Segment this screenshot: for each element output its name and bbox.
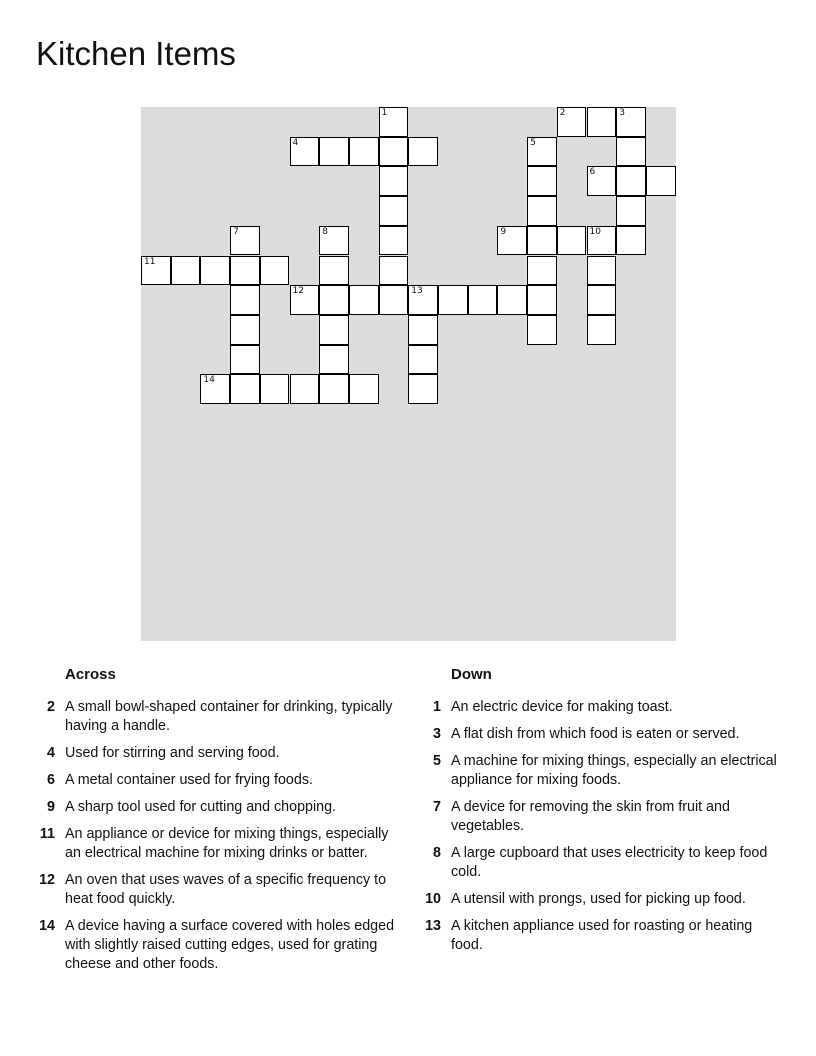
grid-cell[interactable] bbox=[527, 166, 557, 196]
down-clue bbox=[433, 725, 781, 744]
grid-cell[interactable] bbox=[319, 315, 349, 345]
grid-cell[interactable] bbox=[616, 107, 646, 137]
clue-number: 2 bbox=[47, 699, 55, 715]
cell-number: 9 bbox=[500, 226, 507, 237]
grid-cell[interactable] bbox=[646, 166, 676, 196]
grid-cell[interactable] bbox=[349, 285, 379, 315]
grid-cell[interactable] bbox=[319, 345, 349, 375]
grid-cell[interactable] bbox=[230, 285, 260, 315]
clue-number: 14 bbox=[39, 918, 55, 934]
across-clue-list bbox=[39, 698, 395, 974]
clue-number: 11 bbox=[39, 826, 55, 842]
clue-number: 13 bbox=[425, 918, 441, 934]
grid-cell[interactable] bbox=[616, 226, 646, 256]
grid-cell[interactable] bbox=[200, 256, 230, 286]
grid-cell[interactable] bbox=[468, 285, 498, 315]
across-clue bbox=[47, 698, 395, 736]
grid-cell[interactable] bbox=[527, 137, 557, 167]
grid-cell[interactable] bbox=[230, 374, 260, 404]
grid-cell[interactable] bbox=[408, 345, 438, 375]
grid-cell[interactable] bbox=[527, 196, 557, 226]
across-clues bbox=[39, 664, 395, 982]
cell-number: 4 bbox=[292, 137, 299, 148]
grid-cell[interactable] bbox=[497, 285, 527, 315]
grid-cell[interactable] bbox=[527, 226, 557, 256]
grid-cell[interactable] bbox=[379, 137, 409, 167]
across-clue bbox=[39, 871, 395, 909]
clue-number: 10 bbox=[425, 891, 441, 907]
grid-cell[interactable] bbox=[587, 315, 617, 345]
grid-cell[interactable] bbox=[587, 256, 617, 286]
grid-cell[interactable] bbox=[141, 256, 171, 286]
grid-cell[interactable] bbox=[587, 166, 617, 196]
clue-number: 5 bbox=[433, 753, 441, 769]
across-clue bbox=[47, 744, 395, 763]
down-clue bbox=[425, 890, 781, 909]
clue-text: A small bowl-shaped container for drinking, typically having a handle. bbox=[65, 699, 393, 734]
clue-text: A device for removing the skin from fruit and vegetables. bbox=[451, 799, 730, 834]
across-clue bbox=[39, 825, 395, 863]
grid-cell[interactable] bbox=[230, 256, 260, 286]
cell-number: 10 bbox=[589, 226, 601, 237]
grid-cell[interactable] bbox=[408, 285, 438, 315]
clue-text: A utensil with prongs, used for picking up food. bbox=[451, 891, 746, 907]
grid-cell[interactable] bbox=[230, 226, 260, 256]
down-clue bbox=[425, 917, 781, 955]
grid-cell[interactable] bbox=[349, 137, 379, 167]
grid-cell[interactable] bbox=[290, 137, 320, 167]
clue-text: An oven that uses waves of a specific frequency to heat food quickly. bbox=[65, 872, 387, 907]
cell-number: 5 bbox=[530, 137, 536, 148]
grid-cell[interactable] bbox=[290, 285, 320, 315]
grid-cell[interactable] bbox=[230, 315, 260, 345]
clue-text: An appliance or device for mixing things, especially an electrical machine for mixing drinks or batter. bbox=[65, 826, 389, 861]
across-heading: Across bbox=[65, 666, 116, 683]
clue-number: 6 bbox=[47, 772, 55, 788]
grid-cell[interactable] bbox=[319, 137, 349, 167]
down-clue bbox=[433, 698, 781, 717]
cell-number: 1 bbox=[381, 108, 388, 118]
grid-cell[interactable] bbox=[527, 315, 557, 345]
across-clue bbox=[47, 771, 395, 790]
clue-number: 3 bbox=[433, 726, 441, 742]
grid-cell[interactable] bbox=[408, 315, 438, 345]
clue-number: 1 bbox=[433, 699, 441, 715]
clue-number: 8 bbox=[433, 845, 441, 861]
across-clue bbox=[39, 917, 395, 974]
grid-cell[interactable] bbox=[260, 256, 290, 286]
down-clue bbox=[433, 752, 781, 790]
clue-text: A sharp tool used for cutting and chopping. bbox=[65, 799, 337, 815]
clue-text: A machine for mixing things, especially an electrical appliance for mixing foods. bbox=[451, 753, 777, 788]
grid-cell[interactable] bbox=[290, 374, 320, 404]
grid-cell[interactable] bbox=[230, 345, 260, 375]
page-title: Kitchen Items bbox=[36, 35, 236, 72]
crossword-grid bbox=[141, 107, 676, 641]
cell-number: 13 bbox=[411, 286, 423, 297]
clue-number: 9 bbox=[47, 799, 55, 815]
grid-cell[interactable] bbox=[408, 137, 438, 167]
down-clue bbox=[433, 798, 781, 836]
grid-cell[interactable] bbox=[587, 285, 617, 315]
grid-cell[interactable] bbox=[379, 166, 409, 196]
cell-number: 2 bbox=[559, 108, 566, 118]
grid-cell[interactable] bbox=[319, 374, 349, 404]
down-heading: Down bbox=[451, 666, 492, 683]
grid-cell[interactable] bbox=[379, 196, 409, 226]
clue-text: A device having a surface covered with holes edged with slightly raised cutting edges, used for grating cheese and other foods. bbox=[65, 918, 395, 972]
cell-number: 11 bbox=[144, 256, 156, 267]
grid-cell[interactable] bbox=[616, 166, 646, 196]
grid-cell[interactable] bbox=[379, 256, 409, 286]
grid-cell[interactable] bbox=[408, 374, 438, 404]
grid-cell[interactable] bbox=[438, 285, 468, 315]
grid-cell[interactable] bbox=[557, 107, 587, 137]
grid-cell[interactable] bbox=[319, 226, 349, 256]
cell-number: 12 bbox=[292, 286, 304, 297]
grid-cell[interactable] bbox=[379, 226, 409, 256]
clue-text: A flat dish from which food is eaten or served. bbox=[451, 726, 740, 742]
cell-number: 8 bbox=[322, 226, 328, 237]
down-clue-list bbox=[425, 698, 781, 955]
grid-cell[interactable] bbox=[587, 226, 617, 256]
grid-cell[interactable] bbox=[171, 256, 201, 286]
clue-text: A metal container used for frying foods. bbox=[65, 772, 313, 788]
grid-cell[interactable] bbox=[616, 137, 646, 167]
grid-cell[interactable] bbox=[527, 285, 557, 315]
down-clues bbox=[425, 664, 781, 963]
grid-cell[interactable] bbox=[260, 374, 290, 404]
clue-text: A large cupboard that uses electricity to keep food cold. bbox=[451, 845, 768, 880]
clue-number: 4 bbox=[47, 745, 55, 761]
cell-number: 6 bbox=[589, 167, 596, 178]
grid-cell[interactable] bbox=[527, 256, 557, 286]
grid-cell[interactable] bbox=[319, 256, 349, 286]
cell-number: 3 bbox=[619, 108, 625, 118]
clue-text: An electric device for making toast. bbox=[451, 699, 673, 715]
clue-number: 7 bbox=[433, 799, 441, 815]
grid-cell[interactable] bbox=[379, 285, 409, 315]
grid-cell[interactable] bbox=[587, 107, 617, 137]
grid-cell[interactable] bbox=[379, 107, 409, 137]
grid-cell[interactable] bbox=[349, 374, 379, 404]
cell-number: 7 bbox=[233, 226, 239, 237]
down-clue bbox=[433, 844, 781, 882]
clue-text: A kitchen appliance used for roasting or heating food. bbox=[451, 918, 753, 953]
grid-cell[interactable] bbox=[616, 196, 646, 226]
grid-cell[interactable] bbox=[497, 226, 527, 256]
clue-number: 12 bbox=[39, 872, 55, 888]
cell-number: 14 bbox=[203, 375, 215, 386]
grid-cell[interactable] bbox=[319, 285, 349, 315]
grid-cell[interactable] bbox=[200, 374, 230, 404]
across-clue bbox=[47, 798, 395, 817]
clue-text: Used for stirring and serving food. bbox=[65, 745, 280, 761]
grid-cell[interactable] bbox=[557, 226, 587, 256]
